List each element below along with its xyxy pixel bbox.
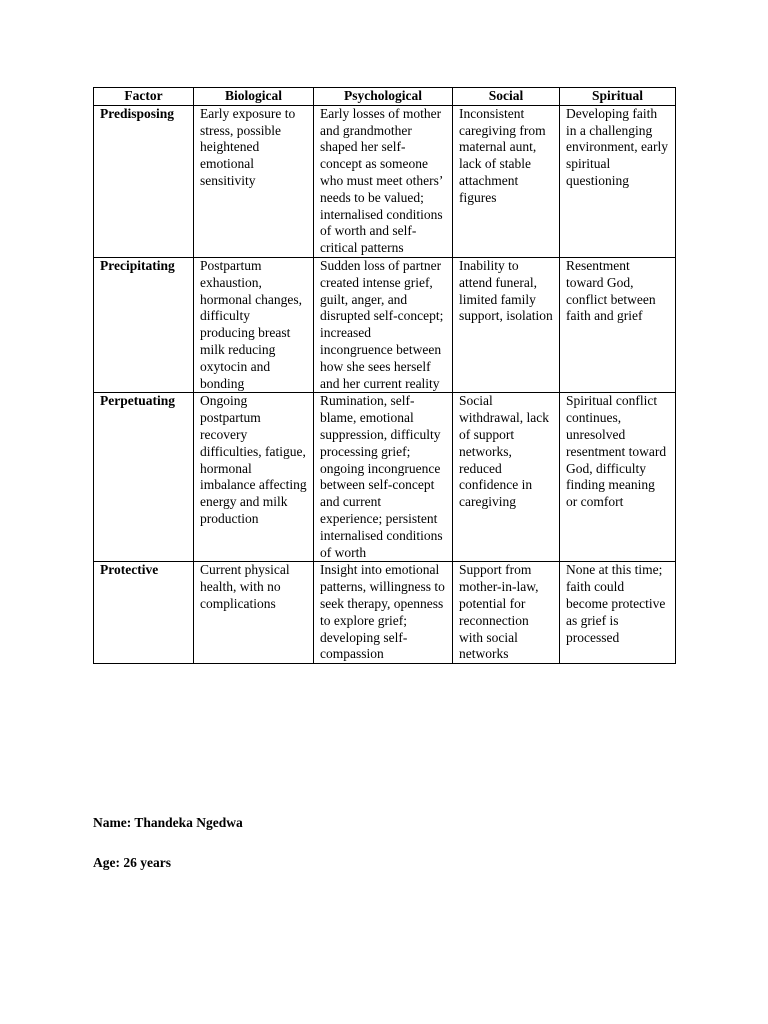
factor-cell: Perpetuating [94, 393, 194, 562]
social-cell: Support from mother-in-law, potential for reconnection with social networks [453, 562, 560, 664]
header-factor: Factor [94, 88, 194, 106]
psychological-cell: Insight into emotional patterns, willingness to seek therapy, openness to explore grief; developing self-compassion [314, 562, 453, 664]
biopsychosocial-spiritual-table [93, 87, 676, 664]
biological-cell: Early exposure to stress, possible heightened emotional sensitivity [194, 105, 314, 257]
psychological-cell: Rumination, self-blame, emotional suppression, difficulty processing grief; ongoing incongruence between self-concept and current experience; persistent internalised conditions of worth [314, 393, 453, 562]
header-social: Social [453, 88, 560, 106]
psychological-cell: Sudden loss of partner created intense grief, guilt, anger, and disrupted self-concept; increased incongruence between how she sees herself and her current reality [314, 257, 453, 392]
spiritual-cell: Developing faith in a challenging environment, early spiritual questioning [560, 105, 676, 257]
factor-cell: Protective [94, 562, 194, 664]
factor-cell: Predisposing [94, 105, 194, 257]
client-name: Name: Thandeka Ngedwa [93, 815, 243, 830]
spiritual-cell: Resentment toward God, conflict between faith and grief [560, 257, 676, 392]
header-psychological: Psychological [314, 88, 453, 106]
header-spiritual: Spiritual [560, 88, 676, 106]
social-cell: Social withdrawal, lack of support networks, reduced confidence in caregiving [453, 393, 560, 562]
table-row-perpetuating [94, 393, 676, 562]
table-row-protective [94, 562, 676, 664]
table-row-predisposing [94, 105, 676, 257]
social-cell: Inability to attend funeral, limited family support, isolation [453, 257, 560, 392]
biological-cell: Current physical health, with no complications [194, 562, 314, 664]
biological-cell: Ongoing postpartum recovery difficulties, fatigue, hormonal imbalance affecting energy and milk production [194, 393, 314, 562]
biological-cell: Postpartum exhaustion, hormonal changes, difficulty producing breast milk reducing oxytocin and bonding [194, 257, 314, 392]
psychological-cell: Early losses of mother and grandmother shaped her self-concept as someone who must meet others’ needs to be valued; internalised conditions of worth and self-critical patterns [314, 105, 453, 257]
spiritual-cell: Spiritual conflict continues, unresolved resentment toward God, difficulty finding meaning or comfort [560, 393, 676, 562]
table-header-row [94, 88, 676, 106]
spiritual-cell: None at this time; faith could become protective as grief is processed [560, 562, 676, 664]
client-age: Age: 26 years [93, 855, 171, 870]
social-cell: Inconsistent caregiving from maternal aunt, lack of stable attachment figures [453, 105, 560, 257]
header-biological: Biological [194, 88, 314, 106]
factor-cell: Precipitating [94, 257, 194, 392]
table-row-precipitating [94, 257, 676, 392]
